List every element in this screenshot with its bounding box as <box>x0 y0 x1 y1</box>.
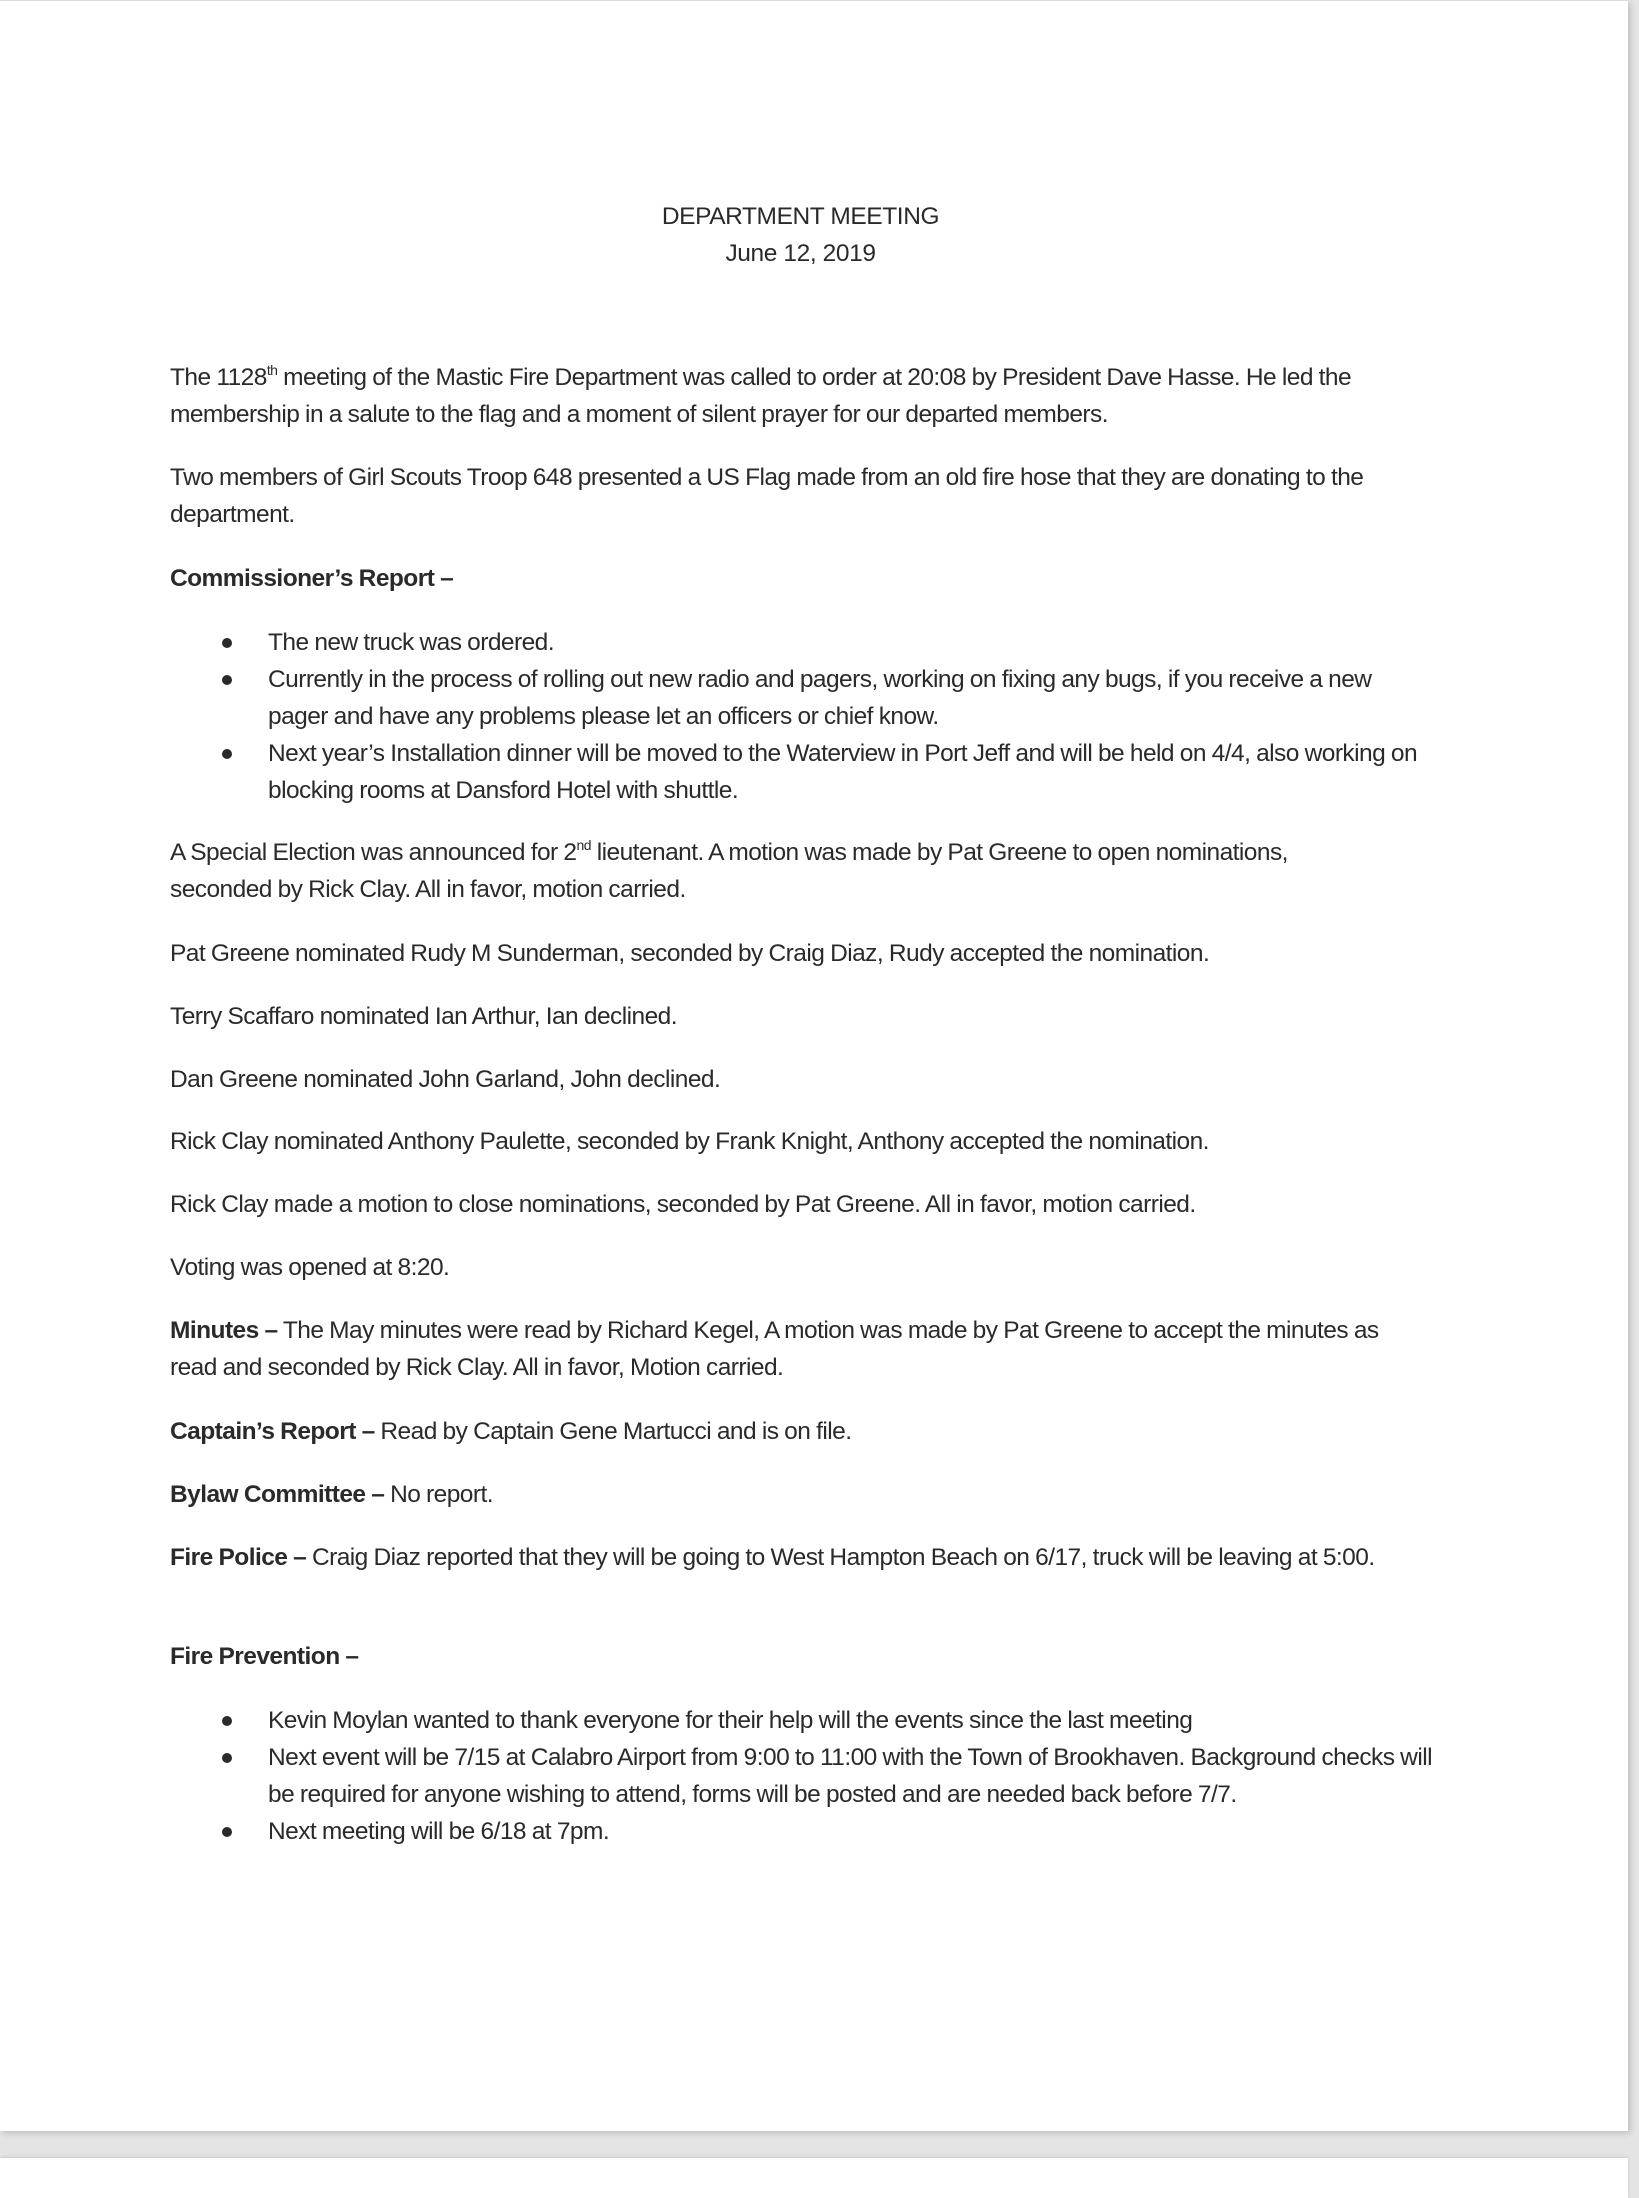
opening-text-post: meeting of the Mastic Fire Department was called to order at 20:08 by President Dave Hasse. He led the membership in a salute to the flag and a moment of silent prayer for our departed members. <box>170 364 1352 428</box>
document-date: June 12, 2019 <box>725 240 876 267</box>
opening-paragraph <box>170 359 1450 433</box>
document-header <box>0 198 1600 272</box>
list-item <box>170 1739 1438 1813</box>
section-text: The May minutes were read by Richard Kegel, A motion was made by Pat Greene to accept the minutes as read and seconded by Rick Clay. All in favor, Motion carried. <box>170 1317 1379 1381</box>
nomination-line: Dan Greene nominated John Garland, John declined. <box>170 1066 721 1093</box>
list-item-text: Next meeting will be 6/18 at 7pm. <box>268 1818 610 1845</box>
list-item <box>170 661 1430 735</box>
list-item-text: Kevin Moylan wanted to thank everyone for their help will the events since the last meeting <box>268 1707 1193 1734</box>
special-election-text-post: lieutenant. A motion was made by Pat Greene to open nominations, seconded by Rick Clay. All in favor, motion carried. <box>170 839 1288 903</box>
nomination-line: Rick Clay made a motion to close nominations, seconded by Pat Greene. All in favor, motion carried. <box>170 1191 1196 1218</box>
list-item <box>170 1702 1438 1739</box>
nomination-line: Rick Clay nominated Anthony Paulette, seconded by Frank Knight, Anthony accepted the nomination. <box>170 1128 1209 1155</box>
section-heading: Minutes – <box>170 1317 278 1344</box>
bylaw-committee-paragraph <box>170 1476 1470 1513</box>
document-page <box>0 1 1628 2131</box>
section-text: No report. <box>384 1481 494 1508</box>
section-heading: Bylaw Committee – <box>170 1481 385 1508</box>
section-text: Craig Diaz reported that they will be going to West Hampton Beach on 6/17, truck will be leaving at 5:00. <box>306 1544 1375 1571</box>
bullet-icon <box>222 675 232 685</box>
captains-report-paragraph <box>170 1413 1470 1450</box>
special-election-paragraph <box>170 834 1370 908</box>
girl-scouts-paragraph: Two members of Girl Scouts Troop 648 presented a US Flag made from an old fire hose that they are donating to the department. <box>170 464 1364 528</box>
bullet-icon <box>222 638 232 648</box>
bullet-icon <box>222 1753 232 1763</box>
voting-opened-line: Voting was opened at 8:20. <box>170 1254 450 1281</box>
nomination-line: Terry Scaffaro nominated Ian Arthur, Ian declined. <box>170 1003 678 1030</box>
bullet-icon <box>222 1716 232 1726</box>
fire-prevention-list <box>170 1702 1438 1850</box>
special-election-text-pre: A Special Election was announced for 2 <box>170 839 577 866</box>
list-item <box>170 1813 1438 1850</box>
fire-police-paragraph <box>170 1539 1430 1576</box>
nomination-line: Pat Greene nominated Rudy M Sunderman, seconded by Craig Diaz, Rudy accepted the nomination. <box>170 940 1210 967</box>
section-heading: Captain’s Report – <box>170 1418 375 1445</box>
commissioners-report-list <box>170 624 1430 809</box>
commissioners-report-heading <box>170 560 1470 597</box>
bullet-icon <box>222 1827 232 1837</box>
ordinal-suffix: nd <box>576 837 591 853</box>
list-item <box>170 624 1430 661</box>
minutes-paragraph <box>170 1312 1430 1386</box>
ordinal-suffix: th <box>266 362 278 378</box>
list-item-text: Next year’s Installation dinner will be moved to the Waterview in Port Jeff and will be held on 4/4, also working on blocking rooms at Dansford Hotel with shuttle. <box>268 740 1418 804</box>
list-item-text: Currently in the process of rolling out new radio and pagers, working on fixing any bugs, if you receive a new pager and have any problems please let an officers or chief know. <box>268 666 1372 730</box>
section-text: Read by Captain Gene Martucci and is on file. <box>374 1418 852 1445</box>
meeting-number: 1128 <box>216 364 267 391</box>
list-item-text: Next event will be 7/15 at Calabro Airport from 9:00 to 11:00 with the Town of Brookhaven. Background checks will be required for anyone wishing to attend, forms will be posted and are needed back before 7/7. <box>268 1744 1432 1808</box>
fire-prevention-heading <box>170 1638 1470 1675</box>
section-heading: Fire Prevention – <box>170 1643 359 1670</box>
document-title: DEPARTMENT MEETING <box>661 203 940 230</box>
list-item <box>170 735 1430 809</box>
opening-text-pre: The <box>170 364 217 391</box>
next-page-edge <box>0 2158 1628 2198</box>
list-item-text: The new truck was ordered. <box>268 629 555 656</box>
section-heading: Fire Police – <box>170 1544 307 1571</box>
section-heading: Commissioner’s Report – <box>170 565 454 592</box>
bullet-icon <box>222 749 232 759</box>
